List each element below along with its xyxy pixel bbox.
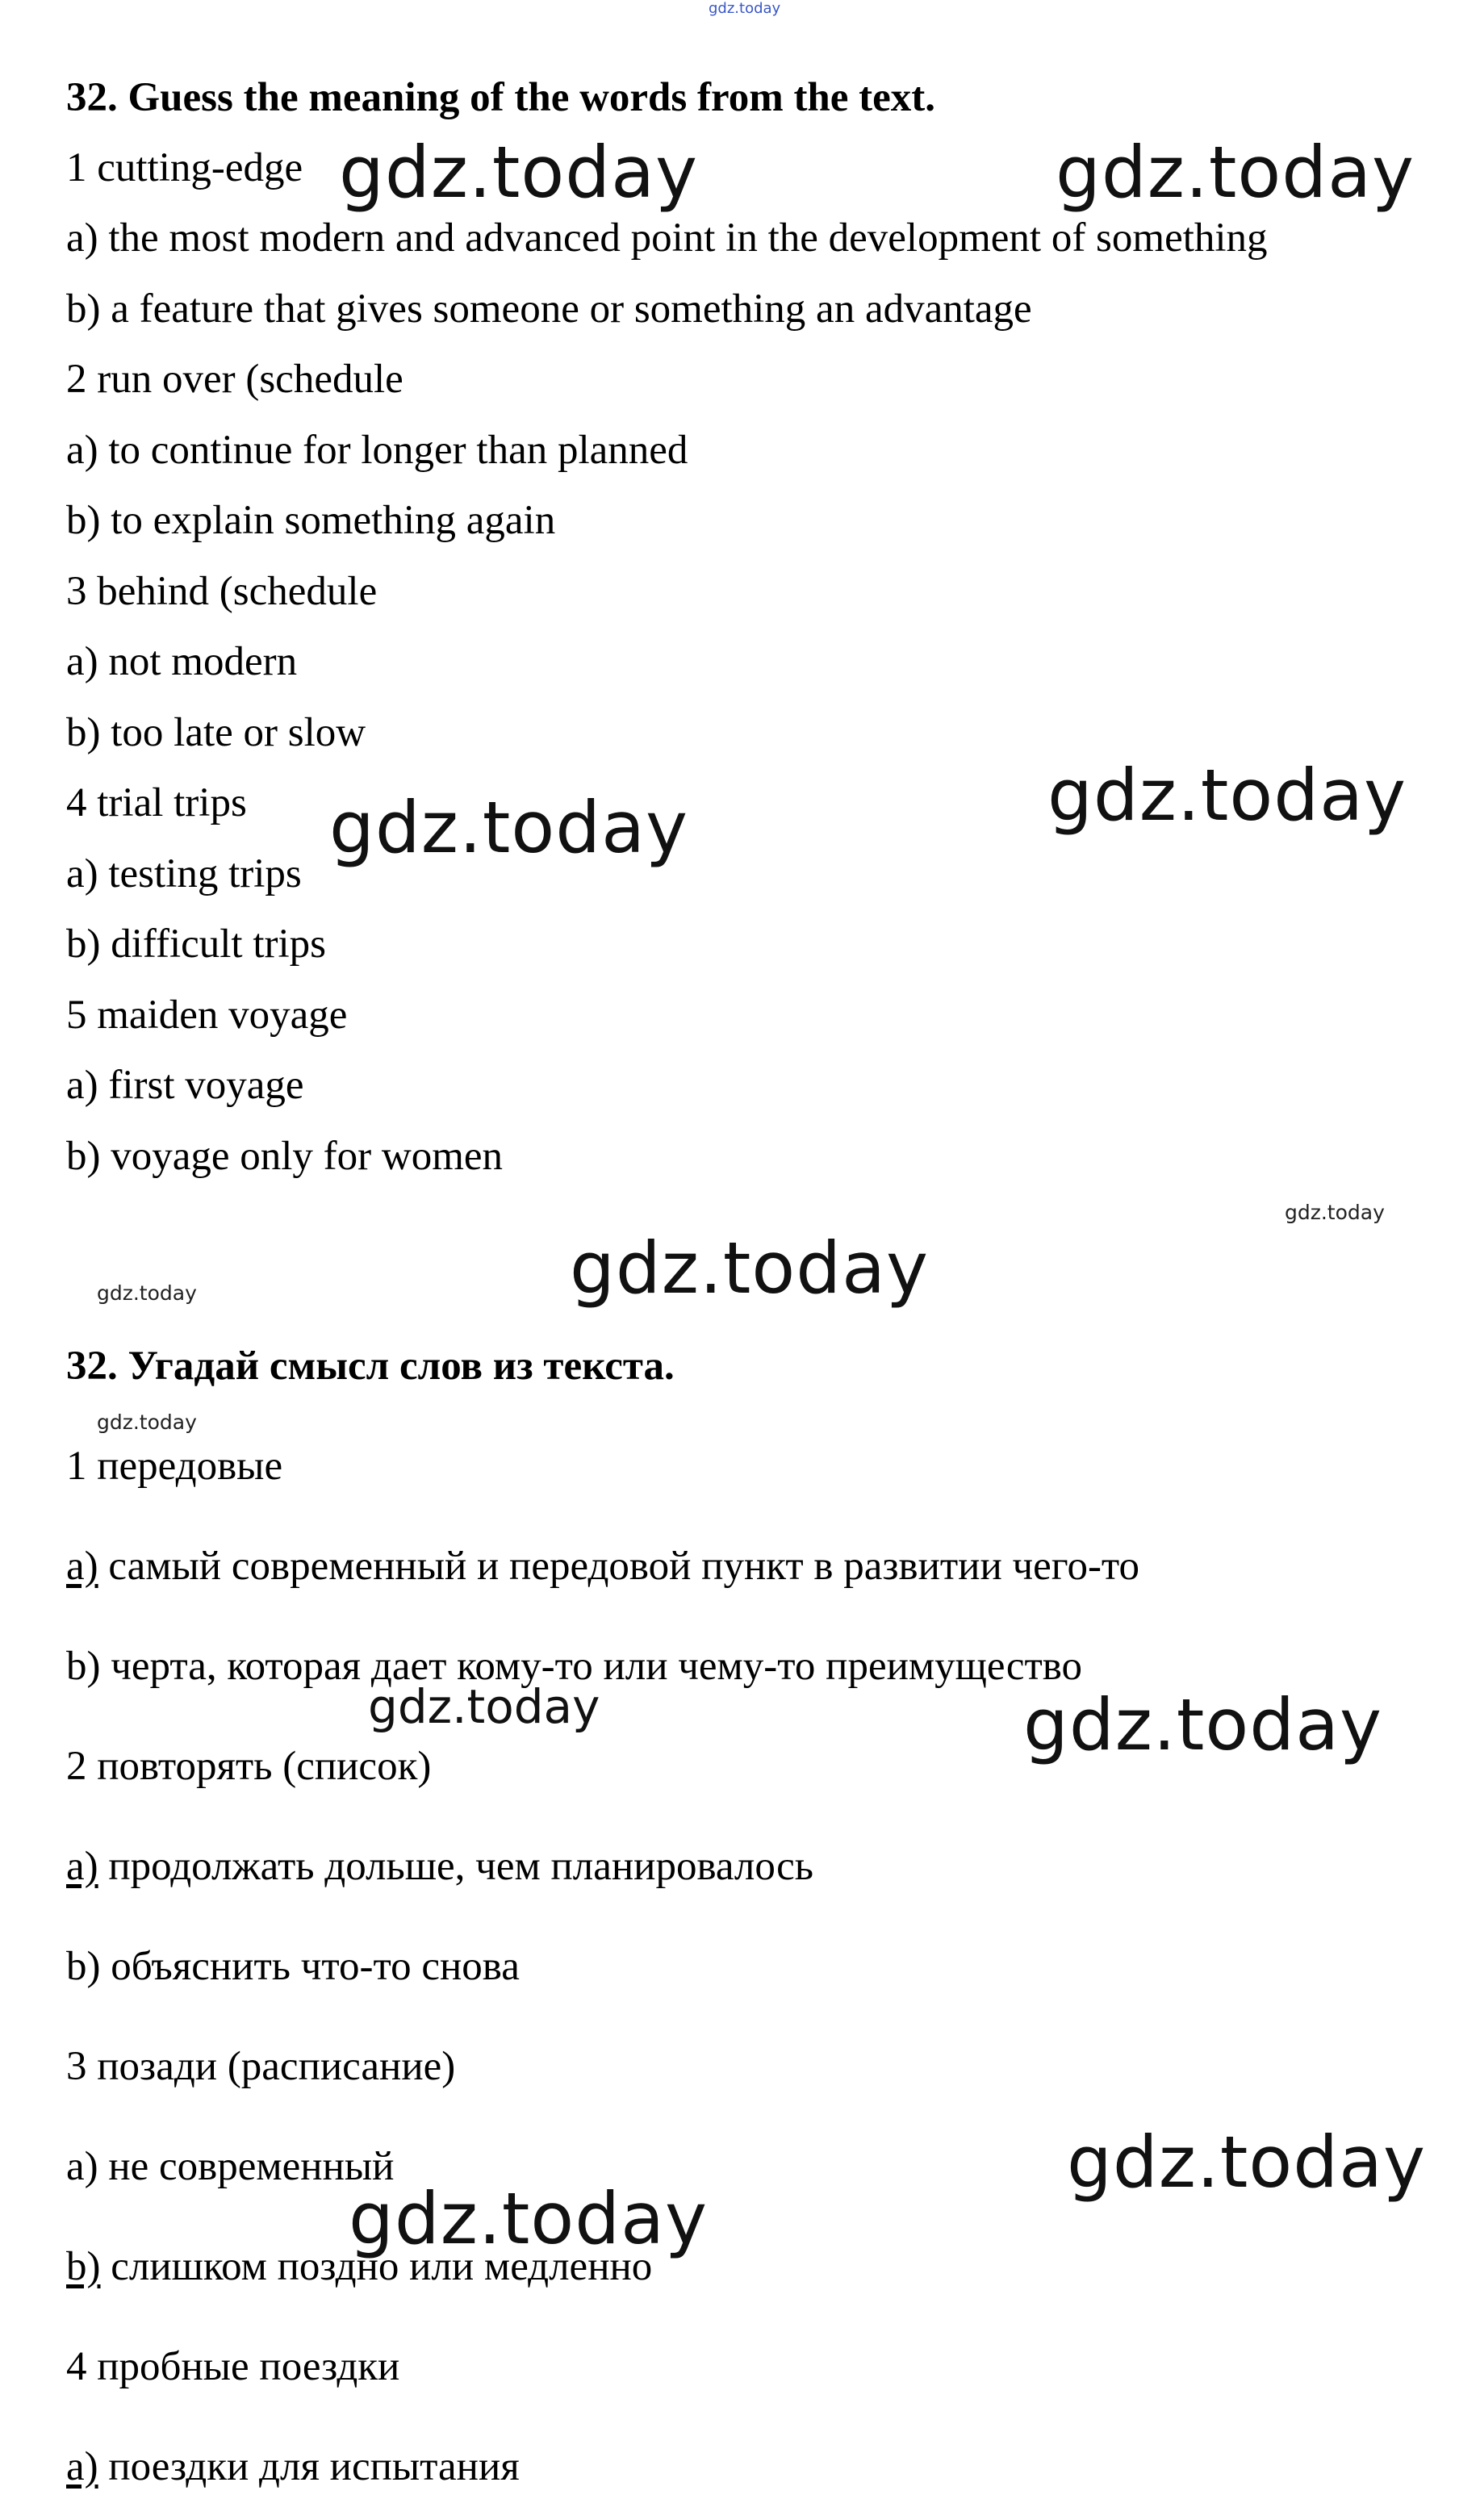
watermark: gdz.today <box>1047 754 1407 837</box>
answer-marker: a) <box>66 1844 98 1889</box>
english-line: 1 cutting-edge <box>66 145 303 190</box>
english-line: a) first voyage <box>66 1063 304 1108</box>
english-line: 5 maiden voyage <box>66 993 348 1038</box>
english-line: b) voyage only for women <box>66 1134 504 1179</box>
watermark: gdz.today <box>97 1281 197 1305</box>
english-line: a) the most modern and advanced point in the development of something <box>66 215 1268 261</box>
english-line: b) difficult trips <box>66 921 327 967</box>
russian-line <box>66 2344 400 2389</box>
answer-marker: b) <box>66 2244 101 2289</box>
russian-line <box>66 1746 431 1787</box>
russian-line <box>66 1546 1139 1587</box>
russian-line <box>66 1846 813 1887</box>
russian-line-text: a) не современный <box>66 2144 395 2189</box>
watermark: gdz.today <box>570 1227 930 1310</box>
english-heading: 32. Guess the meaning of the words from the text. <box>66 75 936 120</box>
russian-line-text: поездки для испытания <box>98 2444 520 2489</box>
english-line: 3 behind (schedule <box>66 569 378 614</box>
watermark: gdz.today <box>349 2177 709 2260</box>
russian-line-text: b) объяснить что-то снова <box>66 1944 520 1989</box>
watermark-top: gdz.today <box>709 0 781 17</box>
russian-line-text: 2 повторять (список) <box>66 1744 432 1789</box>
english-line: b) to explain something again <box>66 498 556 543</box>
answer-marker: a) <box>66 1544 98 1589</box>
watermark: gdz.today <box>1285 1201 1385 1224</box>
answer-marker: a) <box>66 2444 98 2489</box>
russian-line-text: самый современный и передовой пункт в развитии чего-то <box>98 1544 1140 1589</box>
russian-line <box>66 2146 394 2188</box>
watermark: gdz.today <box>368 1679 600 1734</box>
russian-line <box>66 2046 455 2087</box>
russian-line-text: 4 пробные поездки <box>66 2344 400 2389</box>
russian-line <box>66 2444 520 2489</box>
russian-heading: 32. Угадай смысл слов из текста. <box>66 1344 675 1389</box>
english-line: a) not modern <box>66 639 298 684</box>
watermark: gdz.today <box>1067 2121 1427 2204</box>
english-line: a) to continue for longer than planned <box>66 428 688 473</box>
english-line: a) testing trips <box>66 851 302 896</box>
russian-line <box>66 1946 520 1987</box>
english-line: 4 trial trips <box>66 780 247 825</box>
russian-line-text: слишком поздно или медленно <box>100 2244 653 2289</box>
russian-line-text: 3 позади (расписание) <box>66 2044 456 2089</box>
english-line: b) a feature that gives someone or something an advantage <box>66 286 1032 332</box>
english-line: b) too late or slow <box>66 710 366 755</box>
watermark: gdz.today <box>97 1410 197 1434</box>
watermark: gdz.today <box>329 786 689 869</box>
watermark: gdz.today <box>1023 1683 1383 1766</box>
english-line: 2 run over (schedule <box>66 357 403 402</box>
russian-line-text: b) черта, которая дает кому-то или чему-то преимущество <box>66 1644 1082 1689</box>
russian-line-text: 1 передовые <box>66 1444 283 1489</box>
watermark: gdz.today <box>1056 131 1415 214</box>
russian-line <box>66 1446 282 1487</box>
russian-line-text: продолжать дольше, чем планировалось <box>98 1844 814 1889</box>
watermark: gdz.today <box>339 131 699 214</box>
